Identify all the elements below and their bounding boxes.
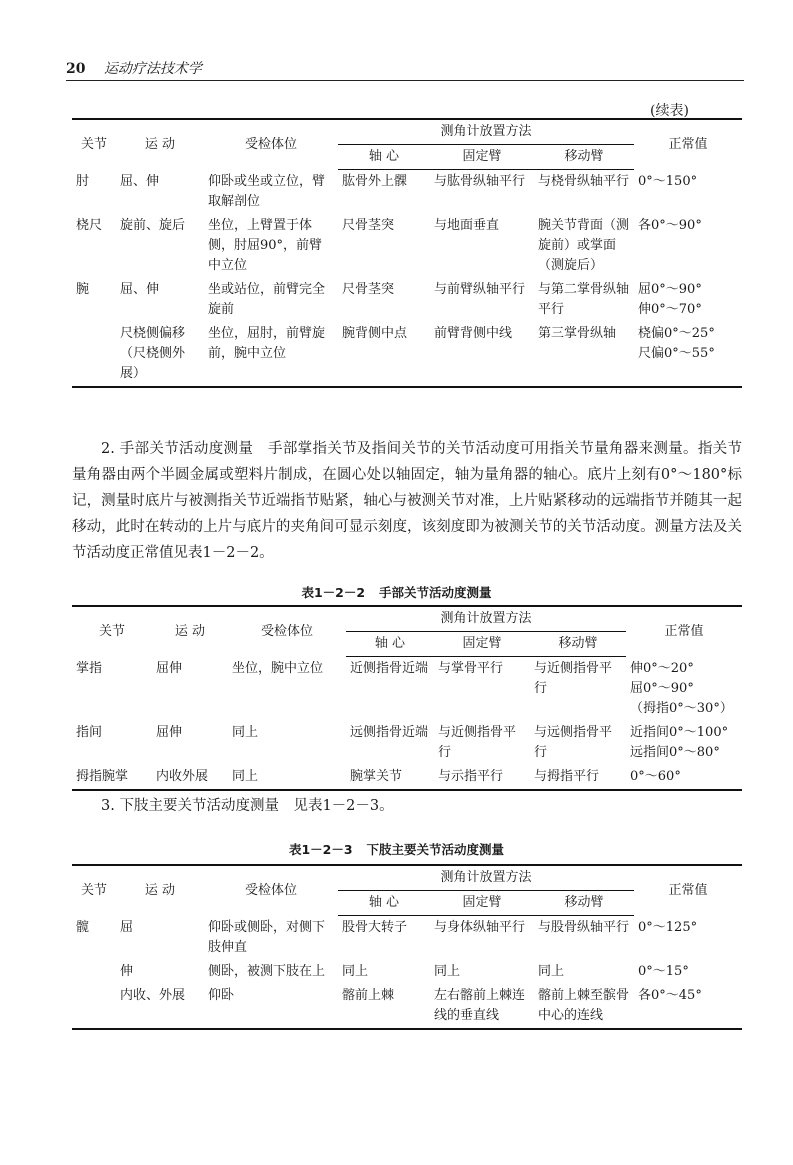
table-title: 下肢主要关节活动度测量 [366,842,505,857]
cell-normal: 0°～125° [638,919,698,935]
cell-joint [72,984,116,1029]
cell-axis: 髂前上棘 [338,984,430,1029]
cell-position: 仰卧或侧卧，对侧下肢伸直 [208,919,326,955]
cell-axis: 尺骨茎突 [342,217,395,233]
table-body [72,916,742,1029]
col-joint: 关节 [72,119,116,170]
continued-label: (续表) [650,103,689,119]
cell-moving: 髂前上棘至髌骨中心的连线 [534,984,634,1029]
col-fixed-arm: 固定臂 [434,632,530,657]
table-caption [0,840,793,858]
col-position: 受检体位 [204,865,338,916]
paragraph-lower-limb [72,793,742,819]
table-number: 表1－2－2 [301,585,366,600]
cell-movement: 内收外展 [152,765,228,790]
cell-joint: 掌指 [76,660,103,676]
table-row [72,916,742,960]
cell-normal: 屈0°～90° 伸0°～70° [638,281,702,317]
cell-moving: 与股骨纵轴平行 [538,920,630,935]
col-method: 测角计放置方法 [346,606,626,632]
paragraph-text: 3. 下肢主要关节活动度测量 见表1－2－3。 [101,798,394,814]
cell-movement: 旋前、旋后 [120,217,186,233]
cell-normal: 各0°～45° [634,984,742,1029]
cell-fixed: 与肱骨纵轴平行 [434,174,526,189]
cell-position: 侧卧，被测下肢在上 [208,963,326,979]
table-row [72,721,742,765]
cell-normal: 桡偏0°～25° 尺偏0°～55° [634,322,742,387]
cell-joint [72,322,116,387]
col-fixed-arm: 固定臂 [430,145,534,170]
cell-joint: 髋 [76,919,90,935]
paragraph-hand-rom [72,436,742,566]
table-body [72,170,742,387]
joint-rom-table-continued [72,118,742,388]
cell-joint [72,960,116,984]
col-normal: 正常值 [634,865,742,916]
table-row [72,278,742,322]
cell-normal: 0°～150° [638,173,698,189]
cell-axis: 腕背侧中点 [338,322,430,387]
cell-movement: 屈、伸 [120,281,160,297]
table-row [72,765,742,790]
col-joint: 关节 [72,606,152,657]
col-moving-arm: 移动臂 [534,145,634,170]
cell-fixed: 与掌骨平行 [438,661,504,676]
col-method: 测角计放置方法 [338,865,634,891]
running-head [66,58,202,78]
cell-fixed: 前臂背侧中线 [430,322,534,387]
cell-joint: 桡尺 [76,217,103,233]
col-method: 测角计放置方法 [338,119,634,145]
col-movement: 运 动 [116,865,204,916]
col-position: 受检体位 [228,606,346,657]
cell-moving: 同上 [538,963,565,979]
cell-joint: 指间 [76,724,103,740]
cell-position: 坐位，屈肘，前臂旋前，腕中立位 [204,322,338,387]
hand-rom-table [72,605,742,791]
col-position: 受检体位 [204,119,338,170]
cell-position: 同上 [232,724,259,740]
cell-axis: 同上 [342,963,369,979]
cell-fixed: 与身体纵轴平行 [434,920,526,935]
cell-position: 仰卧或坐或立位，臂取解剖位 [208,173,326,209]
cell-position: 坐位，腕中立位 [232,660,324,676]
cell-moving: 腕关节背面（测旋前）或掌面（测旋后） [538,217,630,273]
table-row [72,214,742,278]
table-title: 手部关节活动度测量 [379,585,492,600]
cell-moving: 与第二掌骨纵轴平行 [538,281,630,317]
lower-limb-rom-table [72,864,742,1030]
table-row [72,960,742,984]
cell-joint: 肘 [76,173,90,189]
table-row [72,170,742,214]
cell-axis: 尺骨茎突 [342,281,395,297]
page-number: 20 [66,61,86,77]
col-axis: 轴 心 [338,145,430,170]
cell-joint: 拇指腕掌 [72,765,152,790]
cell-fixed: 与地面垂直 [434,217,500,233]
cell-axis: 肱骨外上髁 [342,174,408,189]
cell-axis: 远侧指骨近端 [350,724,429,740]
cell-movement: 屈 [120,919,134,935]
cell-movement: 尺桡侧偏移（尺桡侧外展） [116,322,204,387]
col-moving-arm: 移动臂 [530,632,626,657]
col-moving-arm: 移动臂 [534,891,634,916]
cell-moving: 与桡骨纵轴平行 [538,174,630,189]
cell-moving: 与拇指平行 [530,765,626,790]
cell-axis: 股骨大转子 [342,920,408,935]
col-normal: 正常值 [626,606,742,657]
col-movement: 运 动 [116,119,204,170]
table-row [72,984,742,1029]
cell-position: 坐或站位，前臂完全旋前 [208,281,326,317]
cell-joint: 腕 [76,281,90,297]
cell-movement: 伸 [120,963,134,979]
cell-fixed: 与示指平行 [434,765,530,790]
table-row [72,657,742,721]
cell-fixed: 同上 [434,963,461,979]
cell-normal: 各0°～90° [638,217,702,233]
cell-position: 坐位，上臂置于体侧，肘屈90°，前臂中立位 [208,217,323,273]
cell-fixed: 与前臂纵轴平行 [434,281,526,297]
cell-position: 仰卧 [204,984,338,1029]
cell-moving: 第三掌骨纵轴 [534,322,634,387]
cell-axis: 腕掌关节 [346,765,434,790]
cell-normal: 0°～60° [626,765,742,790]
cell-normal: 近指间0°～100° 远指间0°～80° [630,724,729,760]
col-joint: 关节 [72,865,116,916]
book-title: 运动疗法技术学 [103,61,202,77]
col-movement: 运 动 [152,606,228,657]
table-number: 表1－2－3 [288,842,353,857]
cell-moving: 与远侧指骨平行 [534,724,613,760]
cell-movement: 屈伸 [156,724,183,740]
cell-movement: 内收、外展 [116,984,204,1029]
paragraph-text: 2. 手部关节活动度测量 手部掌指关节及指间关节的关节活动度可用指关节量角器来测量。指关节量角器由两个半圆金属或塑料片制成，在圆心处以轴固定，轴为量角器的轴心。底片上刻有0°～180°标记，测量时底片与被测指关节近端指节贴紧，轴心与被测关节对准，上片贴紧移动的远端指节并随其一起移动，此时在转动的上片与底片的夹角间可显示刻度，该刻度即为被测关节的关节活动度。测量方法及关节活动度正常值见表1－2－2。 [72,441,742,561]
col-fixed-arm: 固定臂 [430,891,534,916]
cell-movement: 屈、伸 [120,173,160,189]
cell-position: 同上 [228,765,346,790]
table-caption [0,583,793,601]
cell-moving: 与近侧指骨平行 [534,661,613,696]
header-rule [66,80,744,81]
col-axis: 轴 心 [338,891,430,916]
cell-normal: 伸0°～20° 屈0°～90° （拇指0°～30°） [630,660,733,716]
col-axis: 轴 心 [346,632,434,657]
cell-fixed: 与近侧指骨平行 [438,724,517,760]
table-row [72,322,742,387]
cell-fixed: 左右髂前上棘连线的垂直线 [430,984,534,1029]
col-normal: 正常值 [634,119,742,170]
cell-normal: 0°～15° [638,963,689,979]
cell-axis: 近侧指骨近端 [350,661,429,676]
cell-movement: 屈伸 [156,660,183,676]
table-body [72,657,742,790]
